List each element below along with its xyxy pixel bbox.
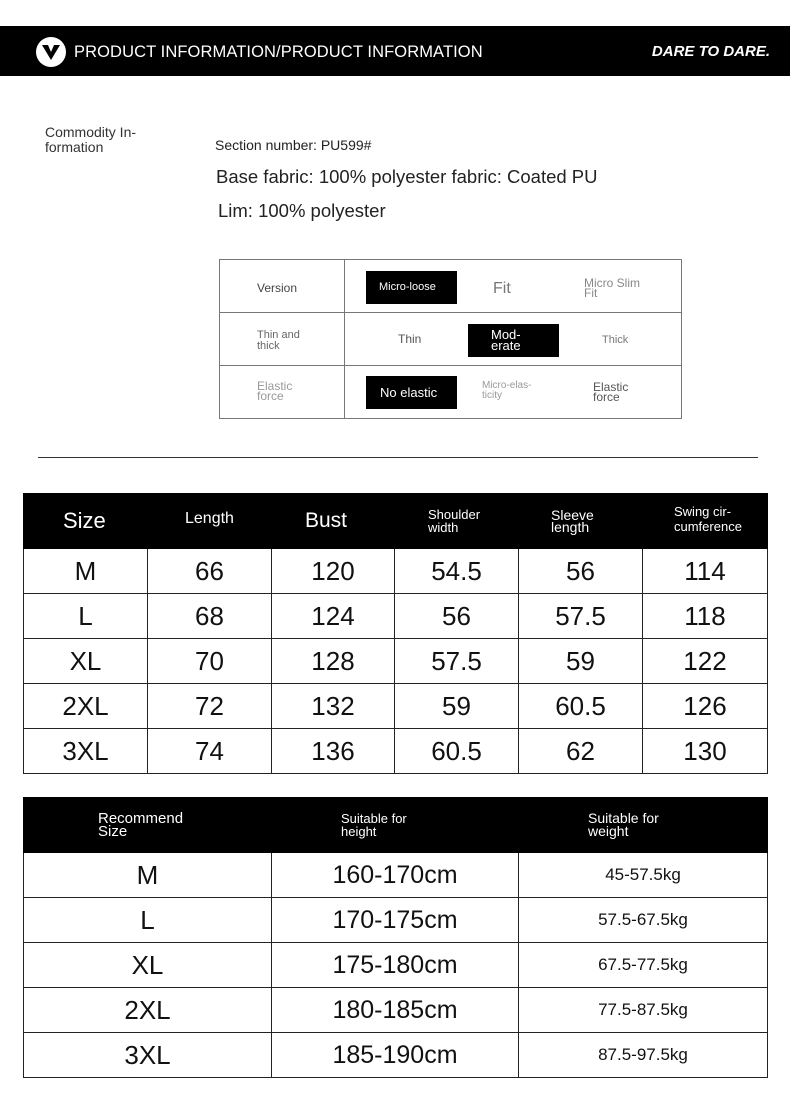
- commodity-info-label: [45, 125, 155, 155]
- table-row: [24, 943, 768, 988]
- attr-label-elastic: Elastic force: [257, 379, 293, 403]
- size-cell: 60.5: [395, 729, 519, 774]
- size-table-header: [24, 494, 768, 549]
- size-cell: 136: [272, 729, 395, 774]
- table-row: [24, 729, 768, 774]
- recommend-table-body: [24, 853, 768, 1078]
- header-suitable-weight: Suitable for weight: [519, 798, 768, 853]
- recommend-cell: XL: [24, 943, 272, 988]
- header-shoulder-width: Shoulder width: [395, 494, 519, 549]
- option-thin: Thin: [398, 332, 422, 346]
- recommend-cell: 3XL: [24, 1033, 272, 1078]
- size-cell: 2XL: [24, 684, 148, 729]
- size-cell: 122: [643, 639, 768, 684]
- header-title: PRODUCT INFORMATION/PRODUCT INFORMATION: [74, 43, 483, 61]
- option-micro-elasticity: Micro-elas- ticity: [482, 380, 532, 401]
- recommend-cell: M: [24, 853, 272, 898]
- recommend-cell: 185-190cm: [272, 1033, 519, 1078]
- attributes-table: [219, 259, 682, 419]
- recommend-cell: 180-185cm: [272, 988, 519, 1033]
- size-cell: 59: [395, 684, 519, 729]
- recommend-table: [23, 797, 768, 1078]
- size-cell: 3XL: [24, 729, 148, 774]
- option-elastic-force: Elastic force: [593, 380, 629, 404]
- size-cell: 126: [643, 684, 768, 729]
- recommend-cell: 160-170cm: [272, 853, 519, 898]
- header-swing-circumference: Swing cir- cumference: [643, 494, 768, 549]
- size-cell: 132: [272, 684, 395, 729]
- size-cell: 114: [643, 549, 768, 594]
- size-table: [23, 493, 768, 774]
- option-fit: Fit: [493, 280, 511, 297]
- table-row: [24, 594, 768, 639]
- base-fabric: Base fabric: 100% polyester fabric: Coated PU: [216, 166, 598, 187]
- attr-label-version: Version: [257, 281, 298, 295]
- attr-row-version: [220, 260, 681, 313]
- header-length: Length: [148, 494, 272, 549]
- size-cell: 56: [519, 549, 643, 594]
- header-recommend-size: Recommend Size: [24, 798, 272, 853]
- size-cell: 62: [519, 729, 643, 774]
- option-micro-loose: Micro-loose: [366, 271, 457, 304]
- size-cell: 68: [148, 594, 272, 639]
- size-cell: 57.5: [519, 594, 643, 639]
- recommend-cell: 2XL: [24, 988, 272, 1033]
- size-cell: 59: [519, 639, 643, 684]
- recommend-cell: 67.5-77.5kg: [519, 943, 768, 988]
- recommend-cell: 170-175cm: [272, 898, 519, 943]
- option-no-elastic: No elastic: [366, 376, 457, 409]
- size-cell: 66: [148, 549, 272, 594]
- size-cell: 120: [272, 549, 395, 594]
- recommend-table-header: [24, 798, 768, 853]
- table-row: [24, 684, 768, 729]
- size-cell: 54.5: [395, 549, 519, 594]
- recommend-cell: 57.5-67.5kg: [519, 898, 768, 943]
- table-row: [24, 549, 768, 594]
- table-row: [24, 988, 768, 1033]
- size-cell: 60.5: [519, 684, 643, 729]
- size-cell: 130: [643, 729, 768, 774]
- recommend-cell: 175-180cm: [272, 943, 519, 988]
- size-cell: 74: [148, 729, 272, 774]
- recommend-cell: 87.5-97.5kg: [519, 1033, 768, 1078]
- table-row: [24, 853, 768, 898]
- header-suitable-height: Suitable for height: [272, 798, 519, 853]
- size-cell: L: [24, 594, 148, 639]
- chevron-v-logo-icon: [36, 37, 66, 67]
- lining-fabric: Lim: 100% polyester: [218, 200, 386, 221]
- recommend-cell: 45-57.5kg: [519, 853, 768, 898]
- size-cell: 72: [148, 684, 272, 729]
- size-cell: 56: [395, 594, 519, 639]
- size-cell: 57.5: [395, 639, 519, 684]
- header-bar: [0, 26, 790, 76]
- option-micro-slim-fit: Micro Slim Fit: [584, 276, 640, 300]
- attr-label-thickness: Thin and thick: [257, 329, 300, 352]
- header-size: Size: [24, 494, 148, 549]
- size-table-body: [24, 549, 768, 774]
- header-sleeve-length: Sleeve length: [519, 494, 643, 549]
- size-cell: M: [24, 549, 148, 594]
- commodity-label-line1: Commodity In-: [45, 124, 137, 140]
- section-number: Section number: PU599#: [215, 137, 372, 153]
- header-bust: Bust: [272, 494, 395, 549]
- size-cell: 128: [272, 639, 395, 684]
- recommend-cell: 77.5-87.5kg: [519, 988, 768, 1033]
- option-thick: Thick: [602, 334, 629, 346]
- attr-row-elastic: [220, 366, 681, 419]
- attr-row-thickness: [220, 313, 681, 366]
- size-cell: 70: [148, 639, 272, 684]
- table-row: [24, 1033, 768, 1078]
- commodity-label-line2: formation: [45, 139, 104, 155]
- header-slogan: DARE TO DARE.: [651, 43, 770, 60]
- recommend-cell: L: [24, 898, 272, 943]
- table-row: [24, 898, 768, 943]
- table-row: [24, 639, 768, 684]
- size-cell: XL: [24, 639, 148, 684]
- size-cell: 124: [272, 594, 395, 639]
- section-divider: [38, 457, 758, 458]
- size-cell: 118: [643, 594, 768, 639]
- option-moderate: Mod- erate: [468, 324, 559, 357]
